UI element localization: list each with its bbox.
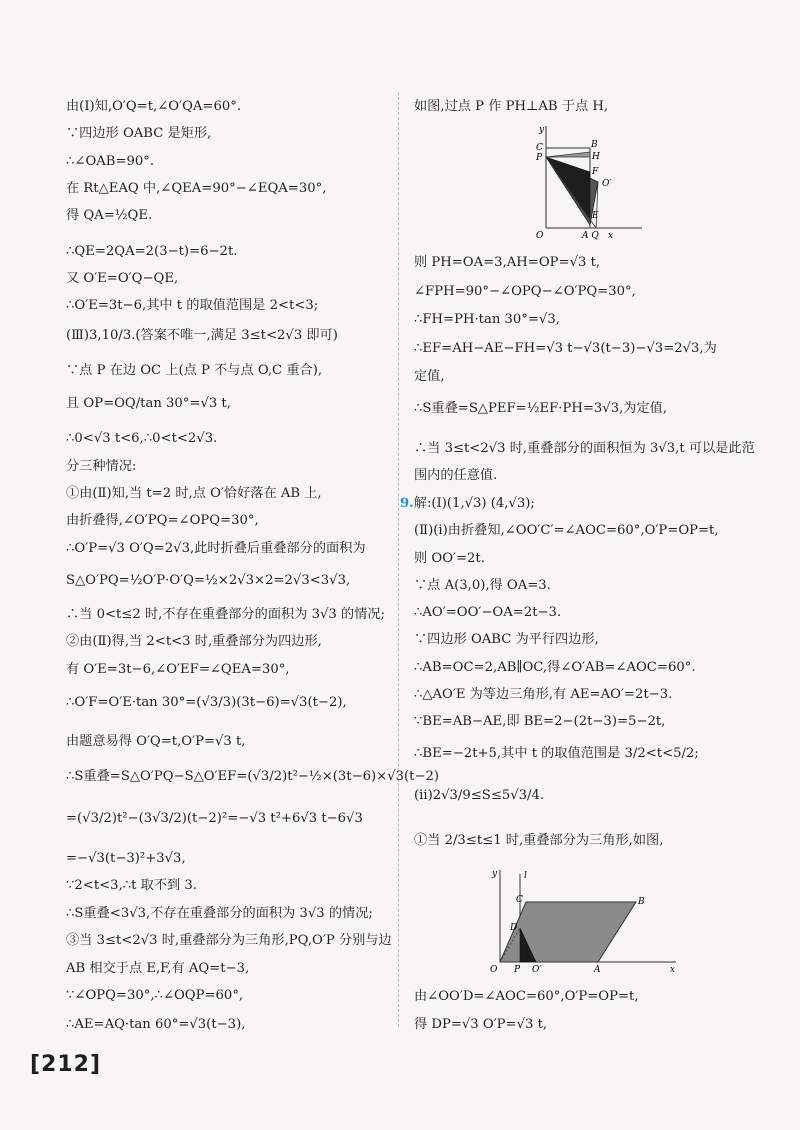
text-line: ∴EF=AH−AE−FH=√3 t−√3(t−3)−√3=2√3,为 [414, 341, 717, 356]
text-line: ∵2<t<3,∴t 取不到 3. [66, 878, 197, 893]
text-line: ∴AE=AQ·tan 60°=√3(t−3), [66, 1017, 246, 1032]
text-line: ∴0<√3 t<6,∴0<t<2√3. [66, 431, 218, 446]
text-line: S△O′PQ=½O′P·O′Q=½×2√3×2=2√3<3√3, [66, 573, 351, 588]
label-e: E [592, 211, 599, 221]
text-line: (Ⅲ)3,10/3.(答案不唯一,满足 3≤t<2√3 即可) [66, 328, 338, 343]
text-line: (Ⅱ)(ⅰ)由折叠知,∠OO′C′=∠AOC=60°,O′P=OP=t, [414, 523, 719, 538]
text-line: ②由(Ⅱ)得,当 2<t<3 时,重叠部分为四边形, [66, 634, 322, 649]
text-line: ∴∠OAB=90°. [66, 154, 155, 169]
text-line: 又 O′E=O′Q−QE, [66, 271, 179, 286]
text-line: 且 OP=OQ/tan 30°=√3 t, [66, 396, 231, 411]
text-line: ∴AB=OC=2,AB∥OC,得∠O′AB=∠AOC=60°. [414, 660, 696, 675]
text-line: ①由(Ⅱ)知,当 t=2 时,点 O′恰好落在 AB 上, [66, 486, 322, 501]
label-b: B [638, 897, 645, 907]
text-line: 则 OO′=2t. [414, 551, 485, 566]
text-line: 由(Ⅰ)知,O′Q=t,∠O′QA=60°. [66, 99, 242, 114]
text-line: ∴S重叠<3√3,不存在重叠部分的面积为 3√3 的情况; [66, 906, 373, 921]
text-line: AB 相交于点 E,F,有 AQ=t−3, [66, 961, 250, 976]
text-line: ∴QE=2QA=2(3−t)=6−2t. [66, 244, 238, 259]
text-line: 定值, [414, 369, 445, 384]
text-line: 由折叠得,∠O′PQ=∠OPQ=30°, [66, 513, 259, 528]
label-y: y [539, 125, 545, 135]
label-p: P [514, 965, 521, 975]
text-line: (ⅱ)2√3/9≤S≤5√3/4. [414, 788, 545, 803]
column-divider [398, 92, 399, 1027]
label-h: H [592, 152, 600, 162]
page-number: [212] [30, 1052, 102, 1077]
text-line: =−√3(t−3)²+3√3, [66, 851, 186, 866]
text-line: 得 QA=½QE. [66, 208, 153, 223]
overlap-top [546, 152, 590, 157]
text-line: ∴AO′=OO′−OA=2t−3. [414, 605, 562, 620]
figure-parallelogram-fold [480, 866, 680, 978]
text-line: 则 PH=OA=3,AH=OP=√3 t, [414, 255, 601, 270]
question-number: 9. [400, 496, 414, 511]
label-c: C [516, 895, 523, 905]
label-y: y [492, 869, 498, 879]
label-f: F [592, 167, 599, 177]
text-line: ∵四边形 OABC 是矩形, [66, 126, 212, 141]
label-c: C [536, 143, 543, 153]
label-d: D [510, 923, 518, 933]
text-line: ∴S重叠=S△O′PQ−S△O′EF=(√3/2)t²−½×(3t−6)×√3(t−2) [66, 769, 440, 784]
label-x: x [608, 231, 614, 240]
text-line: ∴O′E=3t−6,其中 t 的取值范围是 2<t<3; [66, 298, 319, 313]
text-line: ∵BE=AB−AE,即 BE=2−(2t−3)=5−2t, [414, 714, 666, 729]
label-aq: A Q [582, 231, 599, 240]
text-line: 围内的任意值. [414, 468, 498, 483]
text-line: =(√3/2)t²−(3√3/2)(t−2)²=−√3 t²+6√3 t−6√3 [66, 811, 363, 826]
text-line: ∵点 P 在边 OC 上(点 P 不与点 O,C 重合), [66, 363, 323, 378]
text-line: 由∠OO′D=∠AOC=60°,O′P=OP=t, [414, 989, 639, 1004]
label-x: x [670, 965, 676, 975]
label-o-prime: O′ [602, 179, 612, 189]
text-line: 由题意易得 O′Q=t,O′P=√3 t, [66, 734, 246, 749]
text-line: ①当 2/3≤t≤1 时,重叠部分为三角形,如图, [414, 833, 664, 848]
text-line: ∵四边形 OABC 为平行四边形, [414, 632, 599, 647]
label-o-prime: O′ [532, 965, 542, 975]
question-9-line [400, 495, 535, 513]
text-line: ∴当 3≤t<2√3 时,重叠部分的面积恒为 3√3,t 可以是此范 [414, 441, 755, 456]
text-line: ∵点 A(3,0),得 OA=3. [414, 578, 551, 593]
text-line: ∵∠OPQ=30°,∴∠OQP=60°, [66, 988, 244, 1003]
label-o: O [536, 231, 544, 240]
text-line: ∴△AO′E 为等边三角形,有 AE=AO′=2t−3. [414, 687, 673, 702]
text-line: ∠FPH=90°−∠OPQ−∠O′PQ=30°, [414, 284, 636, 299]
text-line: ∴O′P=√3 O′Q=2√3,此时折叠后重叠部分的面积为 [66, 541, 366, 556]
label-b: B [591, 140, 598, 150]
text-line: 在 Rt△EAQ 中,∠QEA=90°−∠EQA=30°, [66, 181, 327, 196]
text-line: 有 O′E=3t−6,∠O′EF=∠QEA=30°, [66, 662, 290, 677]
figure-rectangle-fold [524, 120, 644, 240]
label-p: P [536, 153, 543, 163]
text-line: 解:(Ⅰ)(1,√3) (4,√3); [413, 496, 535, 511]
text-line: 如图,过点 P 作 PH⊥AB 于点 H, [414, 99, 609, 114]
label-o: O [490, 965, 498, 975]
text-line: ∴S重叠=S△PEF=½EF·PH=3√3,为定值, [414, 401, 668, 416]
label-a: A [594, 965, 601, 975]
text-line: ∴FH=PH·tan 30°=√3, [414, 312, 560, 327]
text-line: ∴BE=−2t+5,其中 t 的取值范围是 3/2<t<5/2; [414, 746, 699, 761]
text-line: ③当 3≤t<2√3 时,重叠部分为三角形,PQ,O′P 分别与边 [66, 933, 392, 948]
text-line: 得 DP=√3 O′P=√3 t, [414, 1017, 548, 1032]
text-line: ∴O′F=O′E·tan 30°=(√3/3)(3t−6)=√3(t−2), [66, 695, 347, 710]
text-line: 分三种情况: [66, 459, 137, 474]
label-l: l [524, 871, 527, 881]
text-line: ∴当 0<t≤2 时,不存在重叠部分的面积为 3√3 的情况; [66, 607, 385, 622]
